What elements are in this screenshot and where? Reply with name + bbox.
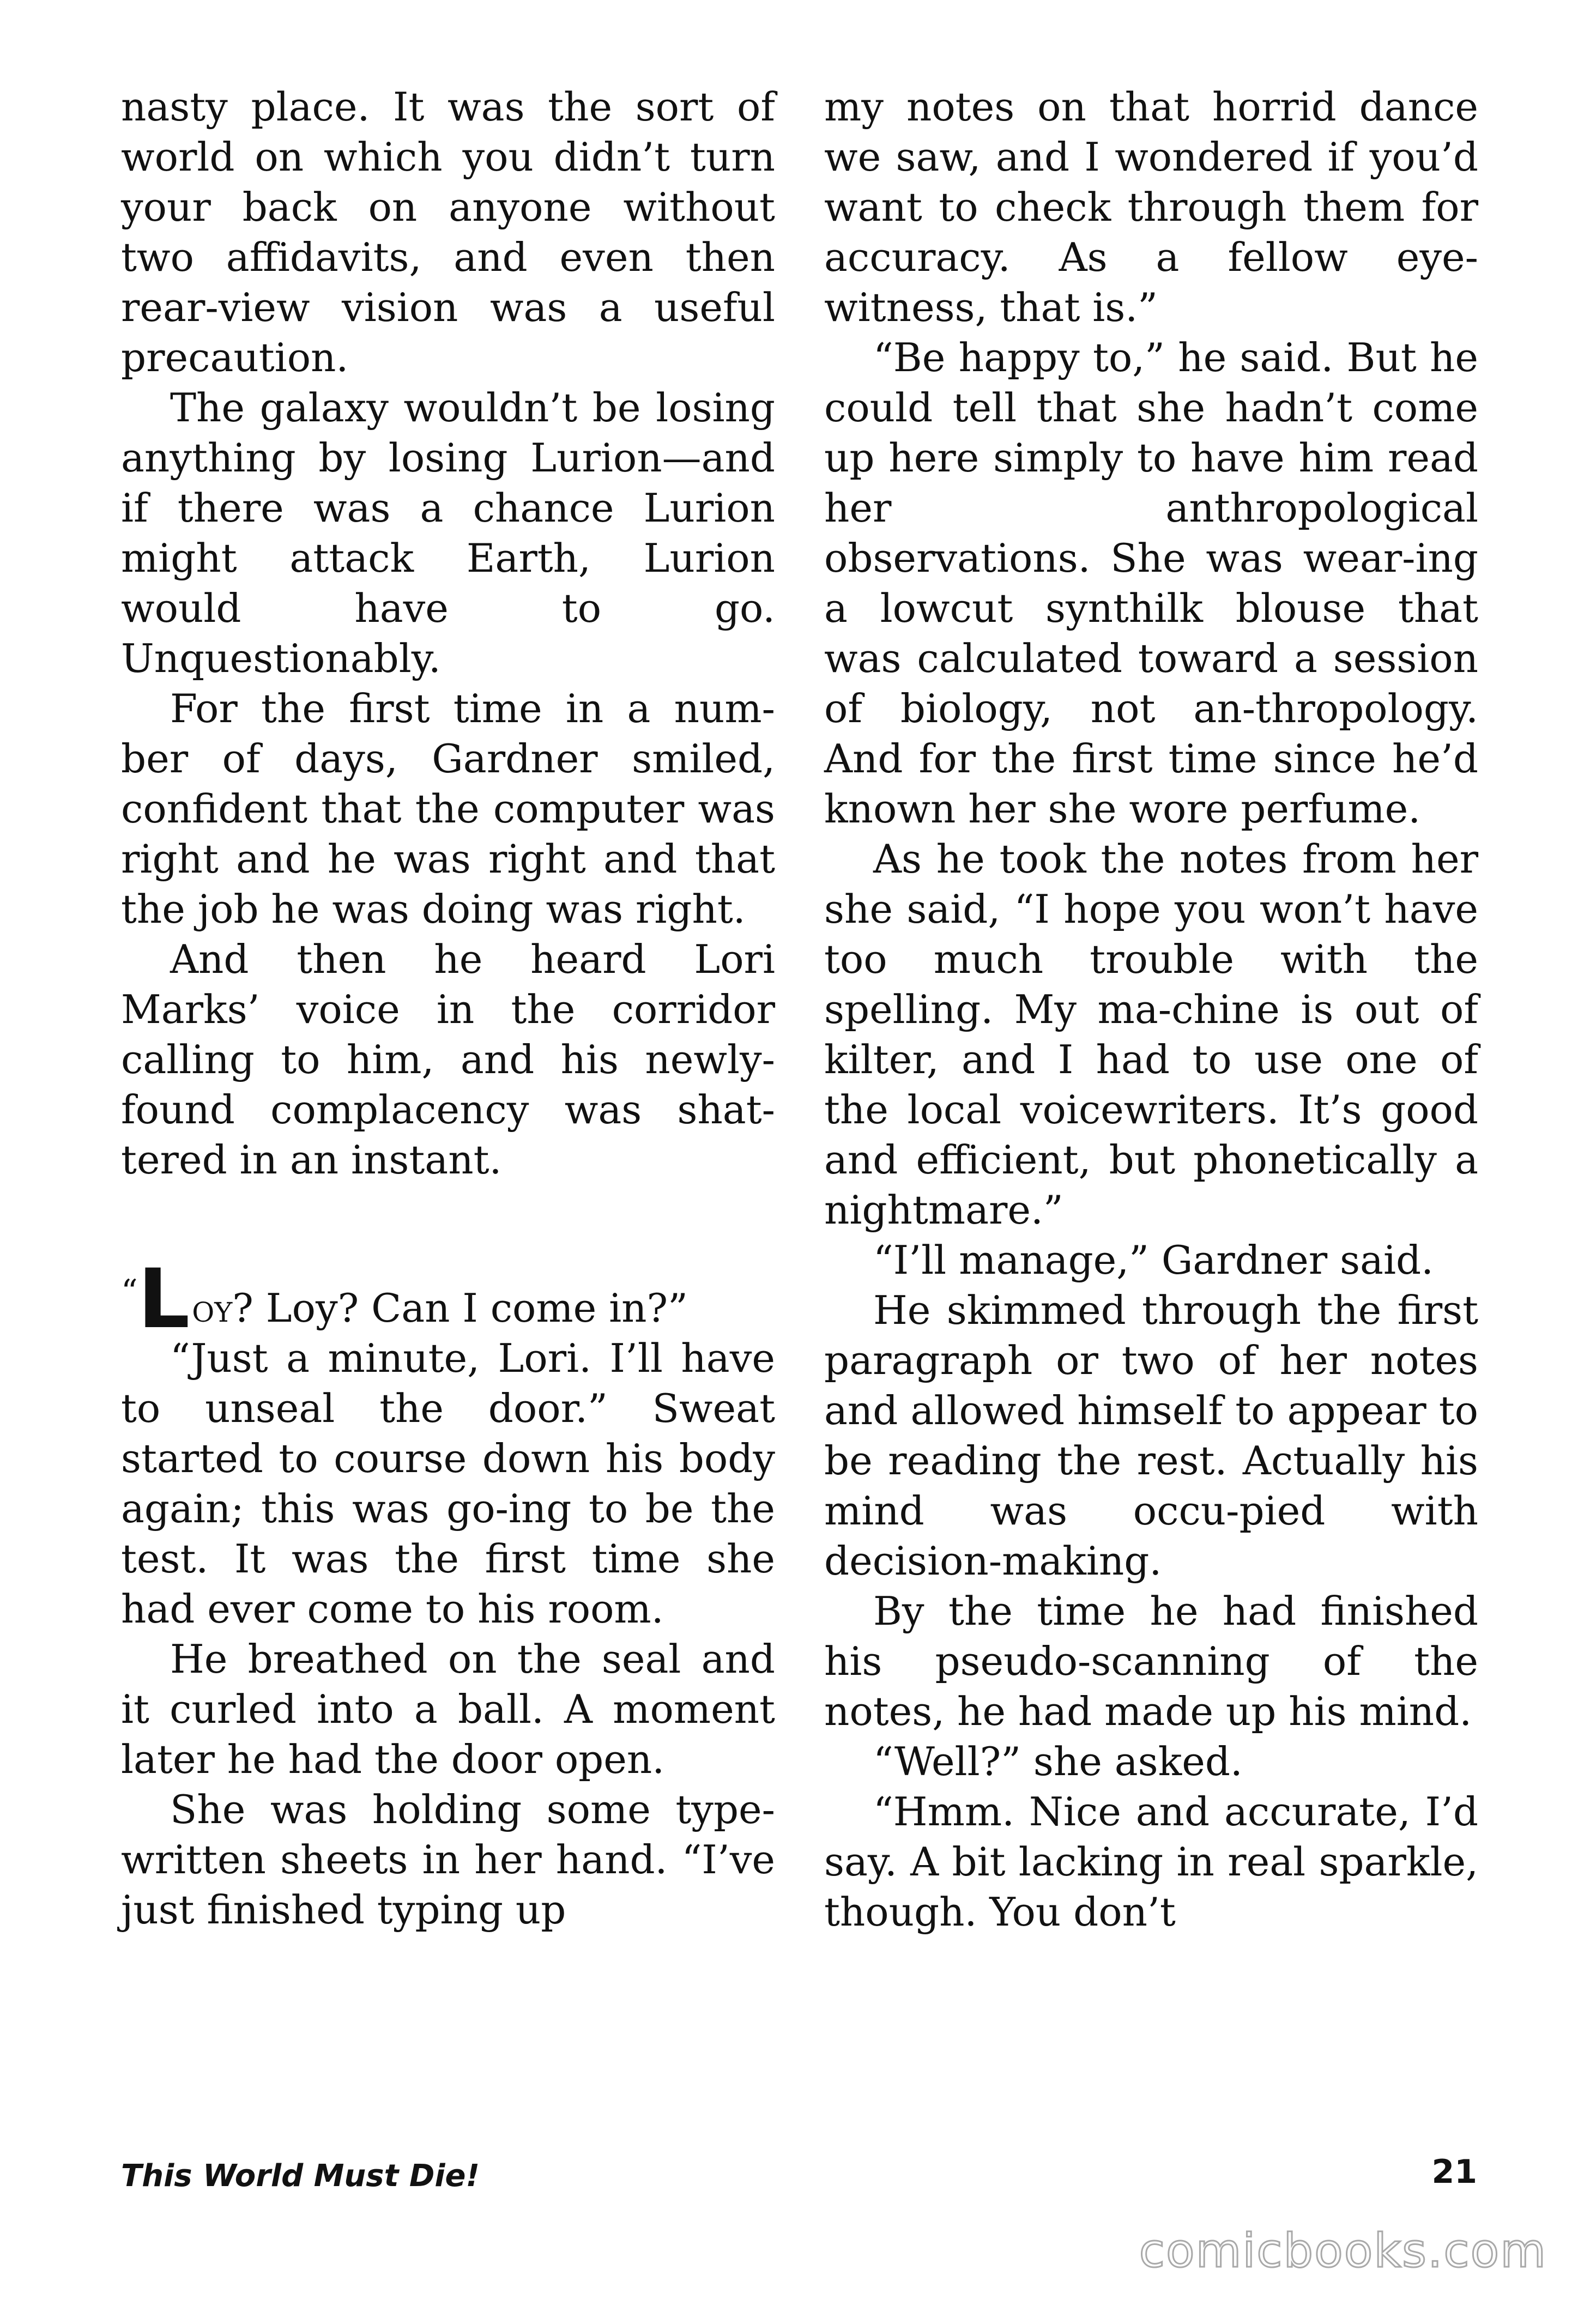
- paragraph: As he took the notes from her she said, “I hope you won’t have too much trouble with the spelling. My ma-chine is out of kilter, and I had to use one of the local voicewriters. It’s good and efficient, but phonetically a nightmare.”: [824, 836, 1478, 1233]
- drop-cap-letter: L: [137, 1252, 190, 1347]
- paragraph: He skimmed through the first paragraph or two of her notes and allowed himself to appear to be reading the rest. Actually his mind was occu-pied with decision-making.: [824, 1287, 1478, 1584]
- small-caps-text: oy?: [192, 1285, 253, 1331]
- paragraph: “Be happy to,” he said. But he could tell that she hadn’t come up here simply to have him read her anthropological observations. She was wear-ing a lowcut synthilk blouse that was calculated toward a session of biology, not an-thropology. And for the first time since he’d known her she wore perfume.: [824, 335, 1478, 832]
- paragraph: “Just a minute, Lori. I’ll have to unseal the door.” Sweat started to course down his body again; this was go-ing to be the test. It was the first time she had ever come to his room.: [121, 1335, 775, 1632]
- dropcap-quote-mark: “: [121, 1273, 138, 1311]
- section-break: [121, 1185, 775, 1272]
- page-number: 21: [1431, 2153, 1477, 2191]
- dropcap-paragraph: [121, 1252, 775, 1347]
- paragraph: “Hmm. Nice and accurate, I’d say. A bit lacking in real sparkle, though. You don’t: [824, 1789, 1478, 1935]
- watermark: comicbooks.com: [1139, 2224, 1547, 2278]
- paragraph: “Well?” she asked.: [873, 1739, 1243, 1784]
- paragraph: nasty place. It was the sort of world on which you didn’t turn your back on anyone without two affidavits, and even then rear-view vision was a useful precaution.: [121, 84, 775, 380]
- running-footer-title: This World Must Die!: [121, 2158, 480, 2194]
- paragraph-text: Loy? Can I come in?”: [253, 1285, 688, 1331]
- paragraph: By the time he had finished his pseudo-scanning of the notes, he had made up his mind.: [824, 1588, 1478, 1734]
- paragraph: For the first time in a num-ber of days, Gardner smiled, confident that the computer was right and he was right and that the job he was doing was right.: [121, 686, 775, 932]
- right-text-column: [824, 82, 1478, 1937]
- paragraph: my notes on that horrid dance we saw, and I wondered if you’d want to check through them for accuracy. As a fellow eye-witness, that is.”: [824, 84, 1478, 330]
- paragraph: He breathed on the seal and it curled into a ball. A moment later he had the door open.: [121, 1636, 775, 1782]
- paragraph: The galaxy wouldn’t be losing anything by losing Lurion—and if there was a chance Lurion might attack Earth, Lurion would have to go. Unquestionably.: [121, 385, 775, 681]
- left-text-column: [121, 82, 775, 1935]
- paragraph: “I’ll manage,” Gardner said.: [873, 1237, 1434, 1283]
- paragraph: She was holding some type-written sheets in her hand. “I’ve just finished typing up: [121, 1787, 775, 1933]
- paragraph: And then he heard Lori Marks’ voice in the corridor calling to him, and his newly-found complacency was shat-tered in an instant.: [121, 936, 775, 1183]
